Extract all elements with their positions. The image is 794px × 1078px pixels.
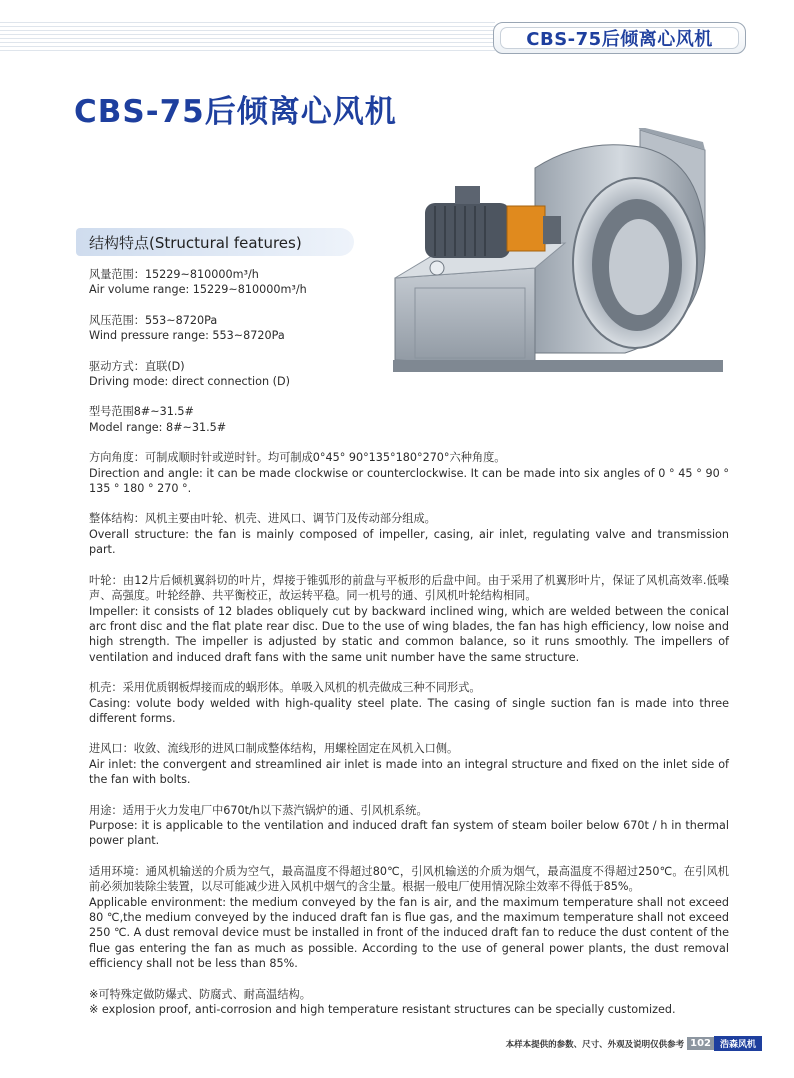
- paragraph-impeller-cn: 叶轮：由12片后倾机翼斜切的叶片，焊接于锥弧形的前盘与平板形的后盘中间。由于采用了机翼形叶片，保证了风机高效率.低噪声、高强度。叶轮经静、共平衡校正，故运转平稳。同一机号的通、引风机叶轮结构相同。: [89, 573, 729, 603]
- spec-pressure: [89, 313, 389, 344]
- paragraph-structure-en: Overall structure: the fan is mainly composed of impeller, casing, air inlet, regulating valve and transmission part.: [89, 527, 729, 557]
- paragraph-impeller: [89, 573, 729, 665]
- paragraph-structure: [89, 511, 729, 557]
- paragraph-direction-en: Direction and angle: it can be made clockwise or counterclockwise. It can be made into six angles of 0 ° 45 ° 90 ° 135 ° 180 ° 270 °.: [89, 466, 729, 496]
- header-stripes: [0, 22, 495, 52]
- paragraph-direction-cn: 方向角度：可制成顺时针或逆时针。均可制成0°45° 90°135°180°270°六种角度。: [89, 451, 506, 465]
- footer: [506, 1036, 762, 1051]
- spec-pressure-en: Wind pressure range: 553~8720Pa: [89, 329, 285, 343]
- paragraph-inlet-cn: 进风口：收敛、流线形的进风口制成整体结构，用螺栓固定在风机入口侧。: [89, 742, 459, 756]
- section-heading: 结构特点(Structural features): [76, 228, 354, 256]
- paragraph-structure-cn: 整体结构：风机主要由叶轮、机壳、进风口、调节门及传动部分组成。: [89, 512, 436, 526]
- spec-drive-en: Driving mode: direct connection (D): [89, 375, 290, 389]
- spec-volume-cn: 风量范围：15229~810000m³/h: [89, 268, 259, 281]
- paragraph-purpose-cn: 用途：适用于火力发电厂中670t/h以下蒸汽锅炉的通、引风机系统。: [89, 803, 428, 817]
- paragraph-casing: [89, 680, 729, 726]
- page-title: CBS-75后倾离心风机: [74, 94, 397, 130]
- spec-volume: [89, 267, 389, 298]
- paragraph-environment-en: Applicable environment: the medium conveyed by the fan is air, and the maximum temperature shall not exceed 80 ℃,the medium conveyed by the induced draft fan is flue gas, and the maximum temperature shall not exceed 250 ℃. A dust removal device must be installed in front of the induced draft fan to reduce the dust content of the flue gas entering the fan as much as possible. According to the use of general power plants, the dust removal efficiency shall not be less than 85%.: [89, 895, 729, 971]
- paragraph-purpose: [89, 803, 729, 849]
- content-body: [89, 267, 729, 1032]
- paragraph-purpose-en: Purpose: it is applicable to the ventilation and induced draft fan system of steam boiler below 670t / h in thermal power plant.: [89, 818, 729, 848]
- paragraph-custom-cn: ※可特殊定做防爆式、防腐式、耐高温结构。: [89, 987, 311, 1001]
- paragraph-direction: [89, 450, 729, 496]
- paragraph-inlet-en: Air inlet: the convergent and streamlined air inlet is made into an integral structure and fixed on the inlet side of the fan with bolts.: [89, 757, 729, 787]
- footer-note: 本样本提供的参数、尺寸、外观及说明仅供参考: [505, 1039, 685, 1050]
- page-number: 102: [687, 1037, 714, 1050]
- header-tab: [493, 22, 746, 54]
- spec-pressure-cn: 风压范围：553~8720Pa: [89, 313, 218, 327]
- spec-volume-en: Air volume range: 15229~810000m³/h: [89, 283, 307, 297]
- footer-brand: 浩森风机: [714, 1036, 762, 1051]
- paragraph-casing-cn: 机壳：采用优质钢板焊接而成的蜗形体。单吸入风机的机壳做成三种不同形式。: [89, 681, 481, 695]
- paragraph-environment: [89, 864, 729, 972]
- paragraph-impeller-en: Impeller: it consists of 12 blades obliquely cut by backward inclined wing, which are welded between the conical arc front disc and the flat plate rear disc. Due to the use of wing blades, the fan has high efficiency, low noise and high strength. The impeller is adjusted by static and common balance, so it runs smoothly. The impellers of ventilation and induced draft fans with the same unit number have the same structure.: [89, 604, 729, 664]
- paragraph-casing-en: Casing: volute body welded with high-quality steel plate. The casing of single suction fan is made into three different forms.: [89, 696, 729, 725]
- spec-drive-cn: 驱动方式：直联(D): [89, 359, 185, 373]
- paragraph-custom: [89, 987, 729, 1018]
- spec-drive: [89, 359, 389, 390]
- header-tab-title: CBS-75后倾离心风机: [500, 27, 739, 49]
- paragraph-environment-cn: 适用环境：通风机输送的介质为空气，最高温度不得超过80℃，引风机输送的介质为烟气，最高温度不得超过250℃。在引风机前必须加装除尘装置，以尽可能减少进入风机中烟气的含尘量。根据一般电厂使用情况除尘效率不得低于85%。: [89, 864, 729, 894]
- paragraph-custom-en: ※ explosion proof, anti-corrosion and high temperature resistant structures can be specially customized.: [89, 1003, 676, 1017]
- spec-model-cn: 型号范围8#~31.5#: [89, 405, 194, 419]
- spec-model: [89, 404, 389, 435]
- spec-model-en: Model range: 8#~31.5#: [89, 420, 227, 434]
- paragraph-inlet: [89, 741, 729, 787]
